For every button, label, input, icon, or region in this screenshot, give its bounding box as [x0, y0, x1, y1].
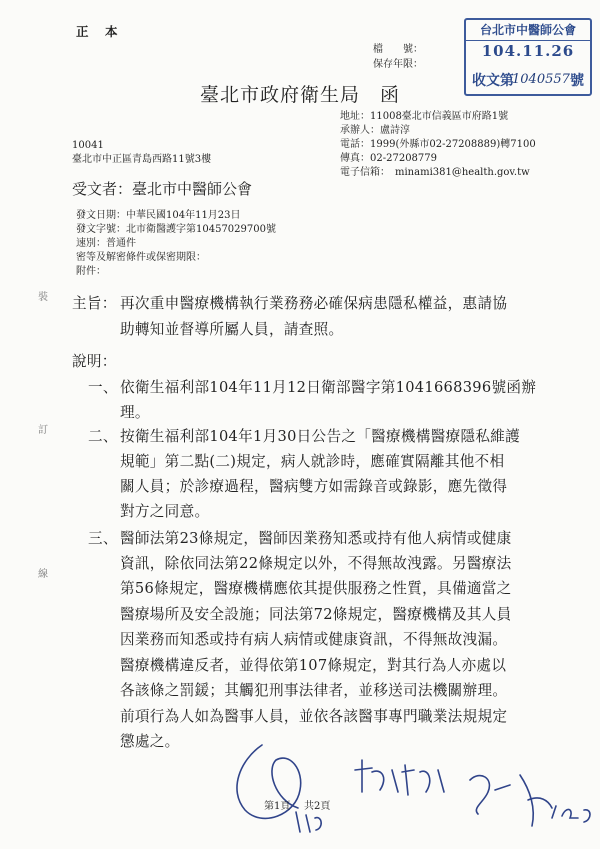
meta-doc-no: 發文字號：北市衛醫護字第10457029700號 — [76, 224, 276, 235]
item-1-line: 理。 — [120, 404, 150, 421]
explanation-label: 說明： — [72, 353, 117, 370]
recipient-to: 受文者：臺北市中醫師公會 — [72, 180, 253, 198]
meta-attachment: 附件： — [76, 266, 106, 277]
signature-scribble-2 — [355, 760, 444, 795]
stamp-suffix: 號 — [570, 73, 584, 89]
retention-label: 保存年限： — [373, 59, 423, 70]
subject-label: 主旨： — [72, 295, 117, 312]
item-3-line: 第56條規定，醫療機構應依其提供服務之性質，具備適當之 — [120, 580, 512, 597]
stamp-org: 台北市中醫師公會 — [466, 20, 590, 41]
item-3-line: 懲處之。 — [120, 733, 180, 750]
item-3-line: 前項行為人如為醫事人員，並依各該醫事專門職業法規規定 — [120, 708, 508, 725]
copy-mark: 正 本 — [76, 24, 120, 39]
recipient-address: 臺北市中正區青島西路11號3樓 — [72, 154, 212, 165]
signature-date-2 — [552, 806, 590, 822]
subject-line-2: 助轉知並督導所屬人員，請查照。 — [120, 321, 344, 338]
item-3-line: 醫師法第23條規定，醫師因業務知悉或持有他人病情或健康 — [120, 530, 512, 547]
contact-address: 地址：11008臺北市信義區市府路1號 — [340, 111, 509, 122]
signature-date-1 — [296, 812, 321, 832]
document-title: 臺北市政府衛生局 函 — [200, 84, 401, 106]
item-2-line: 規範」第二點(二)規定，病人就診時，應確實隔離其他不相 — [120, 453, 505, 470]
signature-scribble-3 — [470, 776, 510, 814]
item-3-line: 因業務而知悉或持有病人病情或健康資訊，不得無故洩漏。 — [120, 631, 508, 648]
meta-secrecy: 密等及解密條件或保密期限： — [76, 252, 206, 263]
binding-mark-xian: 線 — [38, 569, 48, 580]
meta-speed: 速別：普通件 — [76, 238, 136, 249]
item-3-line: 各該條之罰鍰；其觸犯刑事法律者，並移送司法機關辦理。 — [120, 682, 508, 699]
stamp-recv-label: 收文第 — [472, 73, 514, 89]
contact-fax: 傳真：02-27208779 — [340, 153, 438, 164]
contact-email: 電子信箱： minami381@health.gov.tw — [340, 167, 530, 178]
item-1-number: 一、 — [88, 379, 118, 396]
item-2-number: 二、 — [88, 428, 118, 445]
item-3-line: 資訊，除依同法第22條規定以外，不得無故洩露。另醫療法 — [120, 555, 512, 572]
item-2-line: 關人員；於診療過程，醫病雙方如需錄音或錄影，應先徵得 — [120, 478, 508, 495]
subject-line-1: 再次重申醫療機構執行業務務必確保病患隱私權益，惠請協 — [120, 295, 508, 312]
item-2-line: 對方之同意。 — [120, 503, 210, 520]
contact-handler: 承辦人：盧詩淳 — [340, 125, 410, 136]
stamp-recv-no: 1040557 — [512, 72, 570, 87]
binding-mark-zhuang: 裝 — [38, 292, 48, 303]
item-2-line: 按衛生福利部104年1月30日公告之「醫療機構醫療隱私維護 — [120, 428, 521, 445]
binding-mark-ding: 訂 — [38, 425, 48, 436]
stamp-date: 104.11.26 — [481, 42, 575, 60]
file-no-label: 檔 號： — [373, 44, 423, 55]
signature-scribble-4 — [520, 775, 552, 826]
page-number: 第1頁 — [264, 801, 291, 812]
recipient-zip: 10041 — [72, 140, 104, 151]
item-3-line: 醫療機構違反者，並得依第107條規定，對其行為人亦處以 — [120, 657, 507, 674]
item-1-line: 依衛生福利部104年11月12日衛部醫字第1041668396號函辦 — [120, 379, 537, 396]
item-3-line: 醫療場所及安全設施；同法第72條規定，醫療機構及其人員 — [120, 606, 512, 623]
item-3-number: 三、 — [88, 530, 118, 547]
page-total: 共2頁 — [304, 801, 331, 812]
contact-phone: 電話：1999(外縣市02-27208889)轉7100 — [340, 139, 536, 150]
meta-date: 發文日期：中華民國104年11月23日 — [76, 210, 241, 221]
